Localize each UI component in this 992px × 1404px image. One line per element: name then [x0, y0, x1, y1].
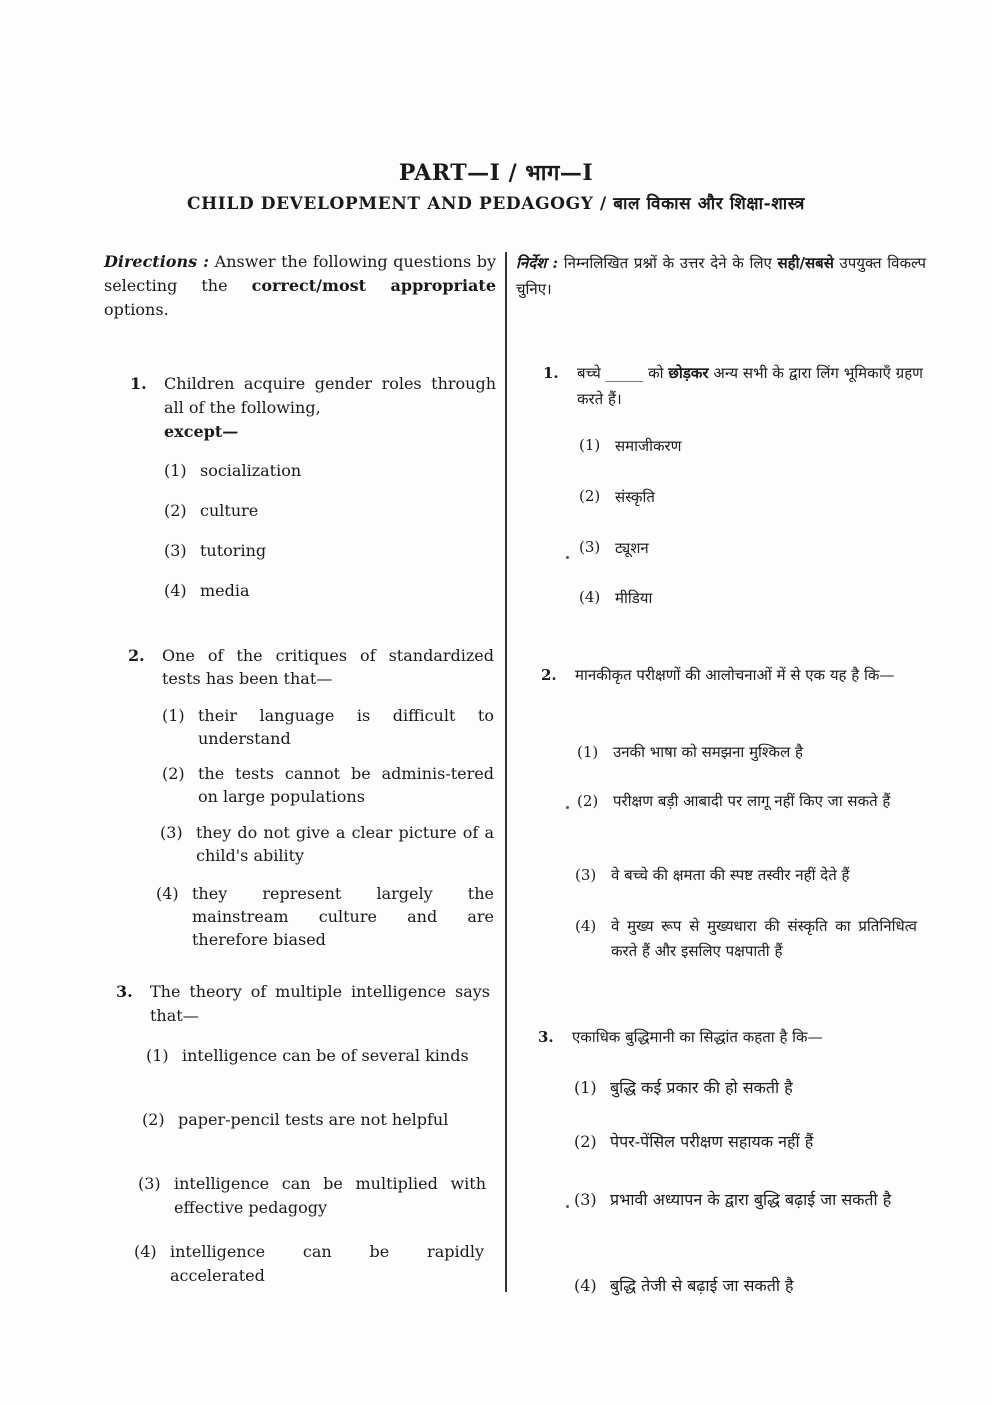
hindi-column	[516, 250, 926, 302]
hindi-q2-option-1[interactable]: (1) उनकी भाषा को समझना मुश्किल है	[577, 743, 803, 761]
column-divider	[505, 252, 507, 1292]
pencil-mark	[566, 806, 569, 809]
hindi-q3-option-4[interactable]: (4) बुद्धि तेजी से बढ़ाई जा सकती है	[574, 1276, 794, 1295]
english-q1-option-2[interactable]: (2) culture	[164, 501, 259, 520]
english-q1-option-4[interactable]: (4) media	[164, 581, 250, 600]
hindi-question-2: 2. मानकीकृत परीक्षणों की आलोचनाओं में से एक यह है कि—	[541, 666, 895, 684]
hindi-directions-label: निर्देश :	[516, 254, 559, 272]
section-title: CHILD DEVELOPMENT AND PEDAGOGY / बाल विकास और शिक्षा-शास्त्र	[186, 194, 806, 214]
directions-label: Directions :	[104, 252, 210, 271]
hindi-q2-option-3[interactable]: (3) वे बच्चे की क्षमता की स्पष्ट तस्वीर नहीं देते हैं	[575, 866, 850, 884]
english-question-1: 1. Children acquire gender roles through all of the following, except—	[130, 374, 496, 441]
hindi-q1-option-2[interactable]: (2) संस्कृति	[579, 487, 655, 506]
part-title: PART—I / भाग—I	[398, 160, 594, 186]
english-q1-option-1[interactable]: (1) socialization	[164, 461, 302, 480]
english-q3-option-2[interactable]: (2) paper-pencil tests are not helpful	[142, 1110, 449, 1129]
hindi-q2-option-4[interactable]: (4) वे मुख्य रूप से मुख्यधारा की संस्कृति का प्रतिनिधित्व करते हैं और इसलिए पक्षपाती हैं	[575, 917, 917, 960]
hindi-q3-option-3[interactable]: (3) प्रभावी अध्यापन के द्वारा बुद्धि बढ़ाई जा सकती है	[574, 1190, 892, 1209]
pencil-mark	[566, 556, 569, 559]
english-column	[104, 250, 496, 322]
pencil-mark	[566, 1205, 569, 1208]
hindi-q1-option-4[interactable]: (4) मीडिया	[579, 588, 653, 607]
english-question-3: 3. The theory of multiple intelligence says that—	[116, 982, 490, 1025]
hindi-q2-option-2[interactable]: (2) परीक्षण बड़ी आबादी पर लागू नहीं किए जा सकते हैं	[577, 792, 891, 810]
english-q2-option-4[interactable]: (4) they represent largely the mainstream culture and are therefore biased	[156, 884, 494, 949]
english-q2-option-2[interactable]: (2) the tests cannot be adminis-tered on large populations	[162, 764, 494, 806]
hindi-q1-option-1[interactable]: (1) समाजीकरण	[579, 436, 682, 455]
english-directions: Directions : Answer the following questions by selecting the correct/most appropriate options.	[104, 252, 497, 319]
english-q3-option-4[interactable]: (4) intelligence can be rapidly accelerated	[134, 1242, 484, 1285]
hindi-directions: निर्देश : निम्नलिखित प्रश्नों के उत्तर देने के लिए सही/सबसे उपयुक्त विकल्प चुनिए।	[516, 254, 926, 298]
english-q3-option-3[interactable]: (3) intelligence can be multiplied with effective pedagogy	[138, 1174, 486, 1217]
english-q3-option-1[interactable]: (1) intelligence can be of several kinds	[146, 1046, 469, 1065]
hindi-question-3: 3. एकाधिक बुद्धिमानी का सिद्धांत कहता है कि—	[538, 1028, 823, 1046]
hindi-q3-option-1[interactable]: (1) बुद्धि कई प्रकार की हो सकती है	[574, 1078, 793, 1097]
hindi-question-1: 1. बच्चे _____ को छोड़कर अन्य सभी के द्वारा लिंग भूमिकाएँ ग्रहण करते हैं।	[543, 364, 924, 408]
english-question-2: 2. One of the critiques of standardized tests has been that—	[128, 646, 494, 688]
hindi-q3-option-2[interactable]: (2) पेपर-पेंसिल परीक्षण सहायक नहीं हैं	[574, 1132, 814, 1151]
english-q2-option-3[interactable]: (3) they do not give a clear picture of a child's ability	[160, 823, 494, 865]
hindi-q1-option-3[interactable]: (3) ट्यूशन	[579, 538, 649, 557]
english-q2-option-1[interactable]: (1) their language is difficult to understand	[162, 706, 494, 748]
english-q1-option-3[interactable]: (3) tutoring	[164, 541, 267, 560]
